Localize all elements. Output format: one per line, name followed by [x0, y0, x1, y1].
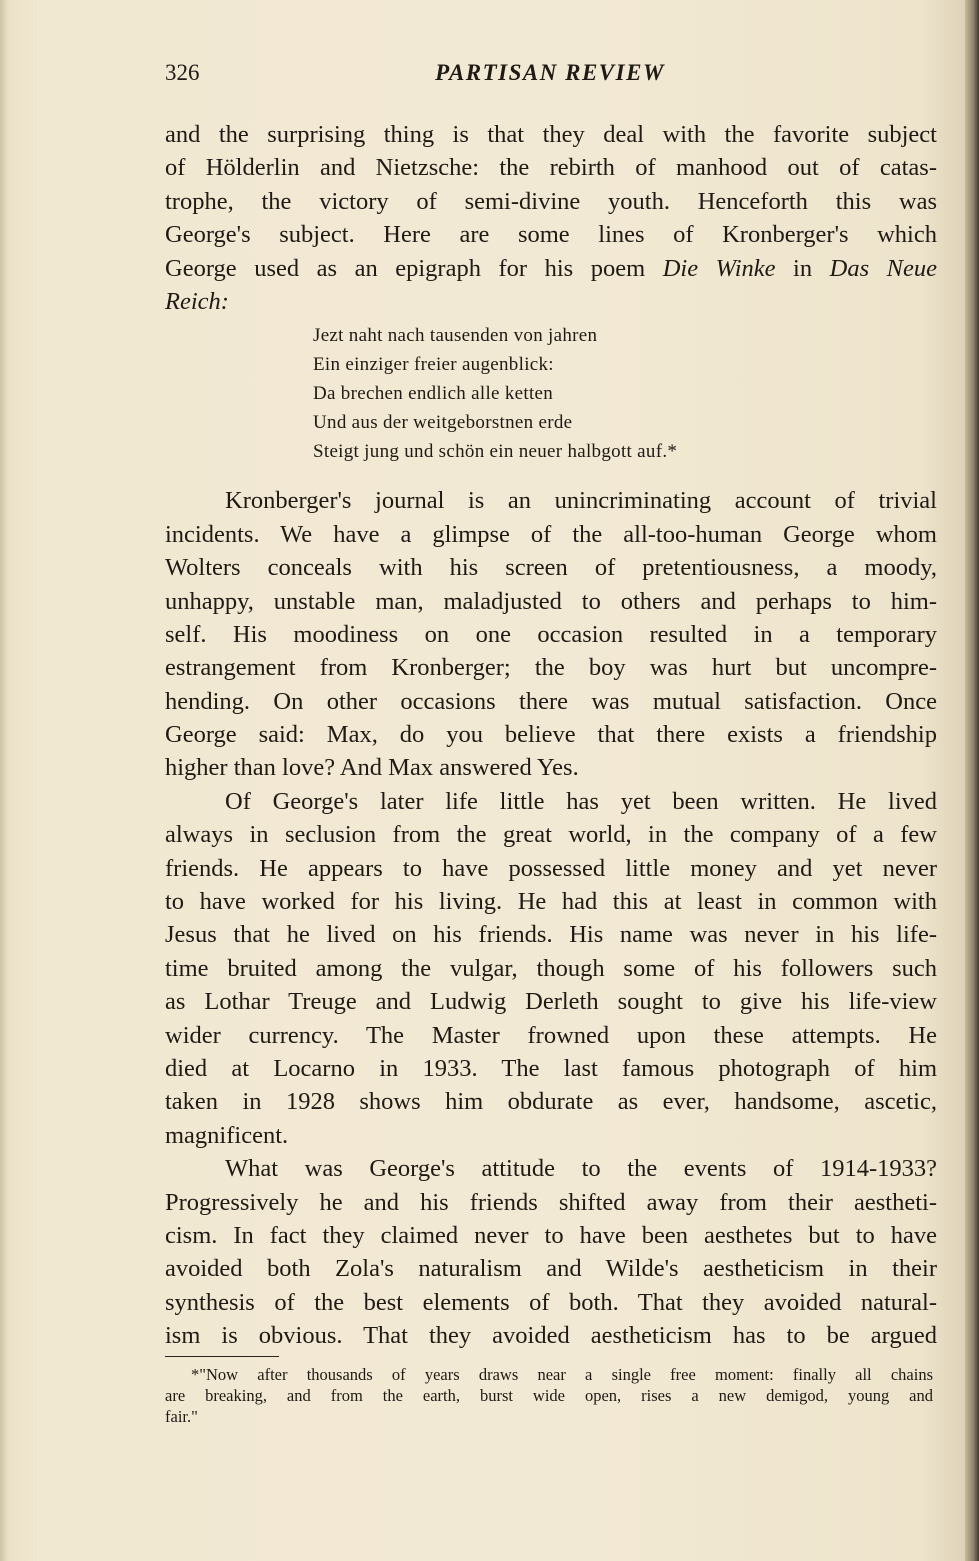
text-line: avoided both Zola's naturalism and Wilde's aestheticism in their: [165, 1255, 937, 1283]
text-line: Of George's later life little has yet been written. He lived: [225, 787, 937, 815]
text-line: wider currency. The Master frowned upon these attempts. He: [165, 1021, 937, 1049]
text-line: synthesis of the best elements of both. That they avoided natural-: [165, 1288, 937, 1316]
poem-line: Da brechen endlich alle ketten: [313, 383, 554, 405]
text-line: George's subject. Here are some lines of Kronberger's which: [165, 221, 937, 249]
text-line: magnificent.: [165, 1121, 289, 1149]
text-line: cism. In fact they claimed never to have been aesthetes but to have: [165, 1221, 937, 1249]
text-line: always in seclusion from the great world, in the company of a few: [165, 821, 937, 849]
text-line: died at Locarno in 1933. The last famous photograph of him: [165, 1054, 937, 1082]
text-line: incidents. We have a glimpse of the all-too-human George whom: [165, 520, 937, 548]
text-line: Jesus that he lived on his friends. His name was never in his life-: [165, 921, 937, 949]
text-line: and the surprising thing is that they deal with the favorite subject: [165, 121, 937, 148]
text-line: trophe, the victory of semi-divine youth. Henceforth this was: [165, 187, 937, 215]
text-line: higher than love? And Max answered Yes.: [165, 754, 579, 782]
footnote-divider: [165, 1356, 279, 1357]
poem-line: Ein einziger freier augenblick:: [313, 354, 554, 376]
text-line: Kronberger's journal is an unincriminating account of trivial: [225, 487, 937, 515]
text-line: taken in 1928 shows him obdurate as ever, handsome, ascetic,: [165, 1088, 937, 1116]
footnote-line: are breaking, and from the earth, burst wide open, rises a new demigod, young and: [165, 1386, 933, 1405]
text-line: hending. On other occasions there was mutual satisfaction. Once: [165, 687, 937, 715]
book-title-continued: Reich:: [165, 287, 229, 315]
book-title: Das Neue: [829, 254, 937, 282]
running-title: PARTISAN REVIEW: [435, 60, 665, 85]
text-line: as Lothar Treuge and Ludwig Derleth sought to give his life-view: [165, 988, 937, 1016]
footnote-line: *"Now after thousands of years draws near a single free moment: finally all chains: [191, 1365, 933, 1384]
text-line: What was George's attitude to the events of 1914-1933?: [225, 1155, 937, 1183]
text-line: self. His moodiness on one occasion resulted in a temporary: [165, 620, 937, 648]
page-edge-shadow: [965, 0, 979, 1561]
text-line: George said: Max, do you believe that there exists a friendship: [165, 721, 937, 749]
poem-line: Steigt jung und schön ein neuer halbgott auf.*: [313, 441, 678, 463]
text-line: ism is obvious. That they avoided aestheticism has to be argued: [165, 1322, 937, 1350]
text-fragment: in: [775, 254, 830, 282]
footnote: [165, 1364, 933, 1427]
poem-title: Die Winke: [662, 254, 776, 282]
text-line: unhappy, unstable man, maladjusted to others and perhaps to him-: [165, 587, 937, 615]
poem-line: Und aus der weitgeborstnen erde: [313, 412, 573, 434]
page-number: 326: [165, 60, 200, 85]
page-header: [165, 60, 935, 94]
footnote-line: fair.": [165, 1407, 198, 1426]
text-line: to have worked for his living. He had this at least in common with: [165, 888, 937, 916]
text-line: time bruited among the vulgar, though some of his followers such: [165, 954, 937, 982]
poem-epigraph: [313, 321, 937, 466]
body-text: [165, 118, 937, 1353]
page-gutter-shadow: [0, 0, 8, 1561]
text-line: estrangement from Kronberger; the boy was hurt but uncompre-: [165, 654, 937, 682]
text-line: Progressively he and his friends shifted away from their aestheti-: [165, 1188, 937, 1216]
poem-line: Jezt naht nach tausenden von jahren: [313, 325, 598, 347]
text-line: of Hölderlin and Nietzsche: the rebirth of manhood out of catas-: [165, 154, 937, 182]
text-line: Wolters conceals with his screen of pretentiousness, a moody,: [165, 554, 937, 582]
text-line: [165, 285, 937, 318]
text-line: [165, 252, 937, 285]
text-fragment: George used as an epigraph for his poem: [165, 254, 663, 282]
text-line: friends. He appears to have possessed little money and yet never: [165, 854, 937, 882]
paragraph-gap: [165, 472, 937, 484]
